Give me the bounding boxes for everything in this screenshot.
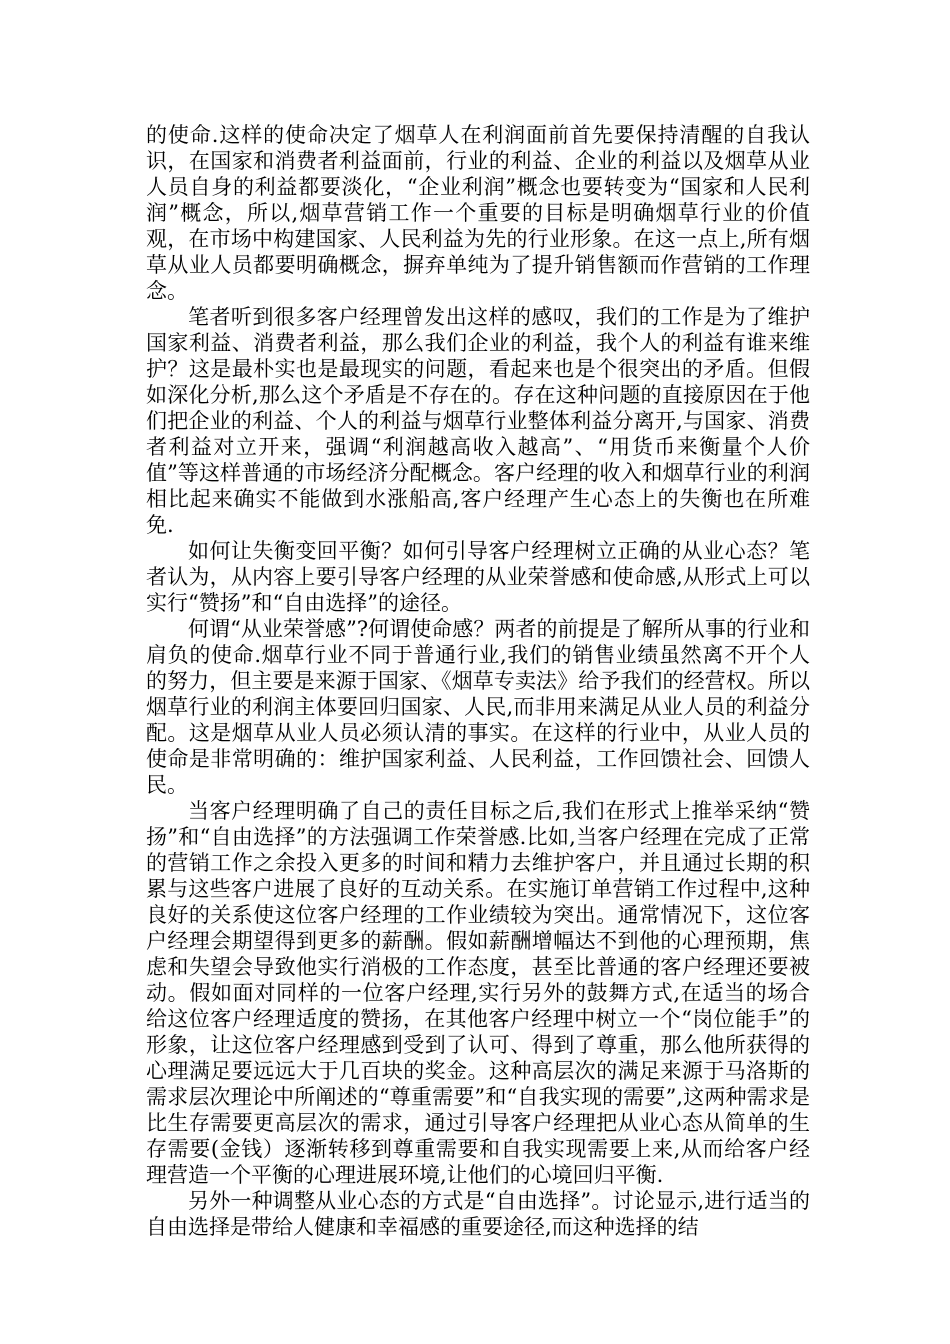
document-body	[146, 122, 810, 1240]
paragraph-2: 笔者听到很多客户经理曾发出这样的感叹，我们的工作是为了维护国家利益、消费者利益，那么我们企业的利益，我个人的利益有谁来维护？这是最朴实也是最现实的问题，看起来也是个很突出的矛盾。但假如深化分析,那么这个矛盾是不存在的。存在这种问题的直接原因在于他们把企业的利益、个人的利益与烟草行业整体利益分离开,与国家、消费者利益对立开来，强调“利润越高收入越高”、“用货币来衡量个人价值”等这样普通的市场经济分配概念。客户经理的收入和烟草行业的利润相比起来确实不能做到水涨船高,客户经理产生心态上的失衡也在所难免.	[146, 305, 810, 537]
paragraph-4: 何谓“从业荣誉感”?何谓使命感？两者的前提是了解所从事的行业和肩负的使命.烟草行业不同于普通行业,我们的销售业绩虽然离不开个人的努力，但主要是来源于国家、《烟草专卖法》给予我们的经营权。所以烟草行业的利润主体要回归国家、人民,而非用来满足从业人员的利益分配。这是烟草从业人员必须认清的事实。在这样的行业中，从业人员的使命是非常明确的：维护国家利益、人民利益，工作回馈社会、回馈人民。	[146, 617, 810, 797]
paragraph-6: 另外一种调整从业心态的方式是“自由选择”。讨论显示,进行适当的自由选择是带给人健康和幸福感的重要途径,而这种选择的结	[146, 1189, 810, 1239]
paragraph-3: 如何让失衡变回平衡？如何引导客户经理树立正确的从业心态？笔者认为，从内容上要引导客户经理的从业荣誉感和使命感,从形式上可以实行“赞扬”和“自由选择”的途径。	[146, 539, 810, 615]
paragraph-1: 的使命.这样的使命决定了烟草人在利润面前首先要保持清醒的自我认识，在国家和消费者利益面前，行业的利益、企业的利益以及烟草从业人员自身的利益都要淡化，“企业利润”概念也要转变为“国家和人民利润”概念，所以,烟草营销工作一个重要的目标是明确烟草行业的价值观，在市场中构建国家、人民利益为先的行业形象。在这一点上,所有烟草从业人员都要明确概念，摒弃单纯为了提升销售额而作营销的工作理念。	[146, 123, 810, 303]
paragraph-5: 当客户经理明确了自己的责任目标之后,我们在形式上推举采纳“赞扬”和“自由选择”的方法强调工作荣誉感.比如,当客户经理在完成了正常的营销工作之余投入更多的时间和精力去维护客户，并且通过长期的积累与这些客户进展了良好的互动关系。在实施订单营销工作过程中,这种良好的关系使这位客户经理的工作业绩较为突出。通常情况下，这位客户经理会期望得到更多的薪酬。假如薪酬增幅达不到他的心理预期，焦虑和失望会导致他实行消极的工作态度，甚至比普通的客户经理还要被动。假如面对同样的一位客户经理,实行另外的鼓舞方式,在适当的场合给这位客户经理适度的赞扬，在其他客户经理中树立一个“岗位能手”的形象，让这位客户经理感到受到了认可、得到了尊重，那么他所获得的心理满足要远远大于几百块的奖金。这种高层次的满足来源于马洛斯的需求层次理论中所阐述的“尊重需要”和“自我实现的需要”,这两种需求是比生存需要更高层次的需求，通过引导客户经理把从业心态从简单的生存需要(金钱）逐渐转移到尊重需要和自我实现需要上来,从而给客户经理营造一个平衡的心理进展环境,让他们的心境回归平衡.	[146, 799, 810, 1187]
